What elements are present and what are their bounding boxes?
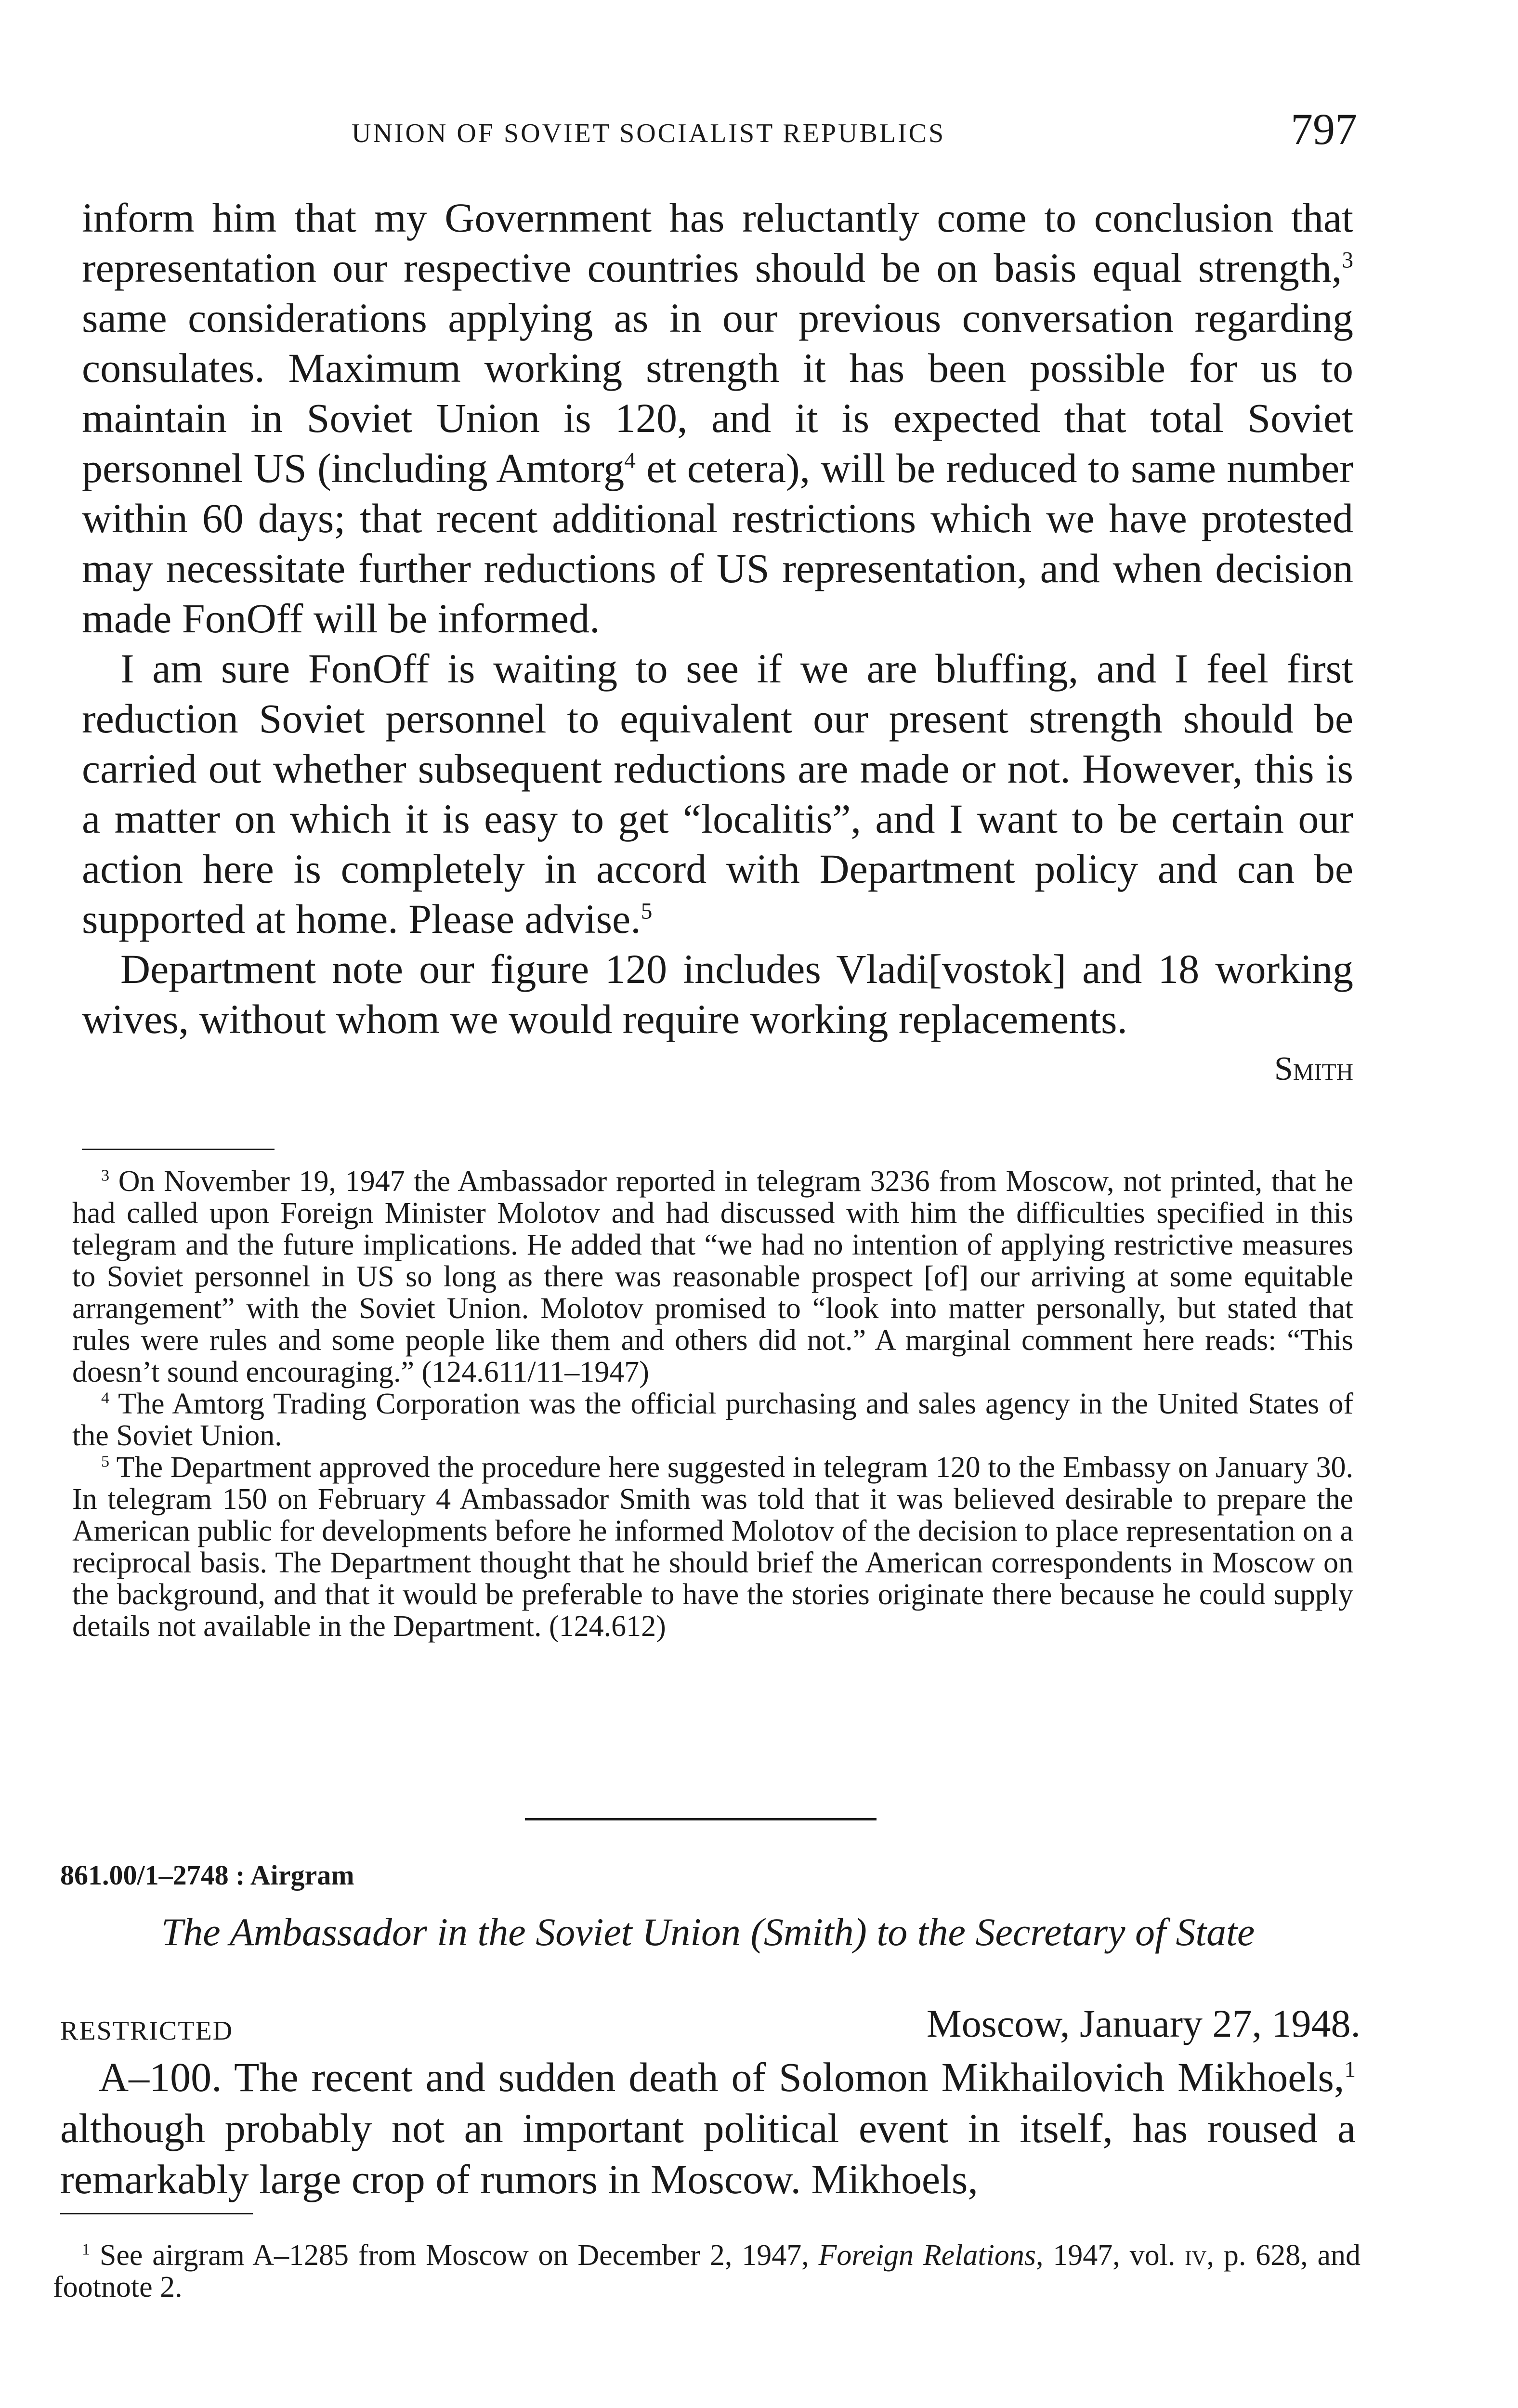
running-title: UNION OF SOVIET SOCIALIST REPUBLICS [352,118,946,148]
page-number: 797 [1291,105,1357,154]
text-run: I am sure FonOff is waiting to see if we are bluffing, and I feel first reduction Soviet personnel to equivalent our present strength should be carried out whether subsequent reductions are made or not. However, this is a matter on which it is easy to get “localitis”, and I want to be certain our action here is completely in accord with Department policy and can be supported at home. Please advise. [82,645,1353,942]
footnote-ref: 4 [624,448,636,473]
text-run: A–100. The recent and sudden death of Solomon Mikhailovich Mikhoels, [99,2054,1345,2100]
volume-number: iv [1185,2239,1207,2272]
paragraph: Department note our figure 120 includes Vladi[vostok] and 18 working wives, without whom we would require working replacements. [82,946,1353,1042]
footnote [72,1452,1353,1642]
classification-label: RESTRICTED [60,2016,234,2046]
footnote-text: , 1947, vol. [1035,2239,1185,2272]
footnote-text: The Department approved the procedure here suggested in telegram 120 to the Embassy on January 30. In telegram 150 on February 4 Ambassador Smith was told that it was believed desirable to prepare the American public for developments before he informed Molotov of the decision to place representation on a reciprocal basis. The Department thought that he should brief the American correspondents in Moscow on the background, and that it would be preferable to have the stories originate there because he could supply details not available in the Department. (124.612) [72,1451,1353,1643]
footnotes [72,1165,1353,1642]
footnote [72,1165,1353,1388]
file-number: 861.00/1–2748 : Airgram [60,1859,354,1891]
footnote-number: 4 [101,1389,110,1407]
document-meta [60,2001,1361,2054]
text-run: although probably not an important political event in itself, has roused a remarkably large crop of rumors in Moscow. Mikhoels, [60,2105,1356,2202]
footnote-number: 5 [101,1453,110,1471]
footnote-text: , p. 628, and footnote 2. [53,2239,1361,2303]
footnote [53,2239,1361,2303]
signature: Smith [1274,1050,1353,1087]
footnote-ref: 5 [641,899,653,924]
paragraph [60,2052,1356,2205]
footnote-divider [82,1149,275,1150]
paragraph [82,643,1353,944]
footnote-text: The Amtorg Trading Corporation was the official purchasing and sales agency in the United States of the Soviet Union. [72,1387,1353,1452]
footnotes [53,2239,1361,2303]
footnote-ref: 1 [1344,2057,1356,2082]
footnote-text: See airgram A–1285 from Moscow on December 2, 1947, [99,2239,819,2272]
dateline: Moscow, January 27, 1948. [926,2002,1361,2045]
telegram-body [82,193,1353,1094]
document-title: The Ambassador in the Soviet Union (Smith) to the Secretary of State [161,1910,1255,1954]
running-head [0,104,1518,157]
text-run: inform him that my Government has reluctantly come to conclusion that representation our respective countries should be on basis equal strength, [82,195,1353,291]
airgram-body [60,2052,1356,2205]
text-run: same considerations applying as in our previous conversation regarding consulates. Maximum working strength it has been possible for us to maintain in Soviet Union is 120, and it is expected that total Soviet personnel US (including Amtorg [82,295,1353,491]
footnote-text: On November 19, 1947 the Ambassador reported in telegram 3236 from Moscow, not printed, that he had called upon Foreign Minister Molotov and had discussed with him the difficulties specified in this telegram and the future implications. He added that “we had no intention of applying restrictive measures to Soviet personnel in US so long as there was reasonable prospect [of] our arriving at some equitable arrangement” with the Soviet Union. Molotov promised to “look into matter personally, but stated that rules were rules and some people like them and others did not.” A marginal comment here reads: “This doesn’t sound encouraging.” (124.611/11–1947) [72,1165,1353,1388]
footnote-divider [60,2213,253,2214]
footnote-number: 1 [82,2240,91,2259]
footnote-ref: 3 [1342,248,1353,273]
footnote [72,1388,1353,1452]
text-run: et cetera), will be reduced to same number within 60 days; that recent additional restrictions which we have protested may necessitate further reductions of US representation, and when decision made FonOff will be informed. [82,445,1353,641]
publication-title: Foreign Relations [818,2239,1036,2272]
paragraph [82,193,1353,643]
footnote-number: 3 [101,1166,110,1185]
section-divider [525,1818,877,1820]
